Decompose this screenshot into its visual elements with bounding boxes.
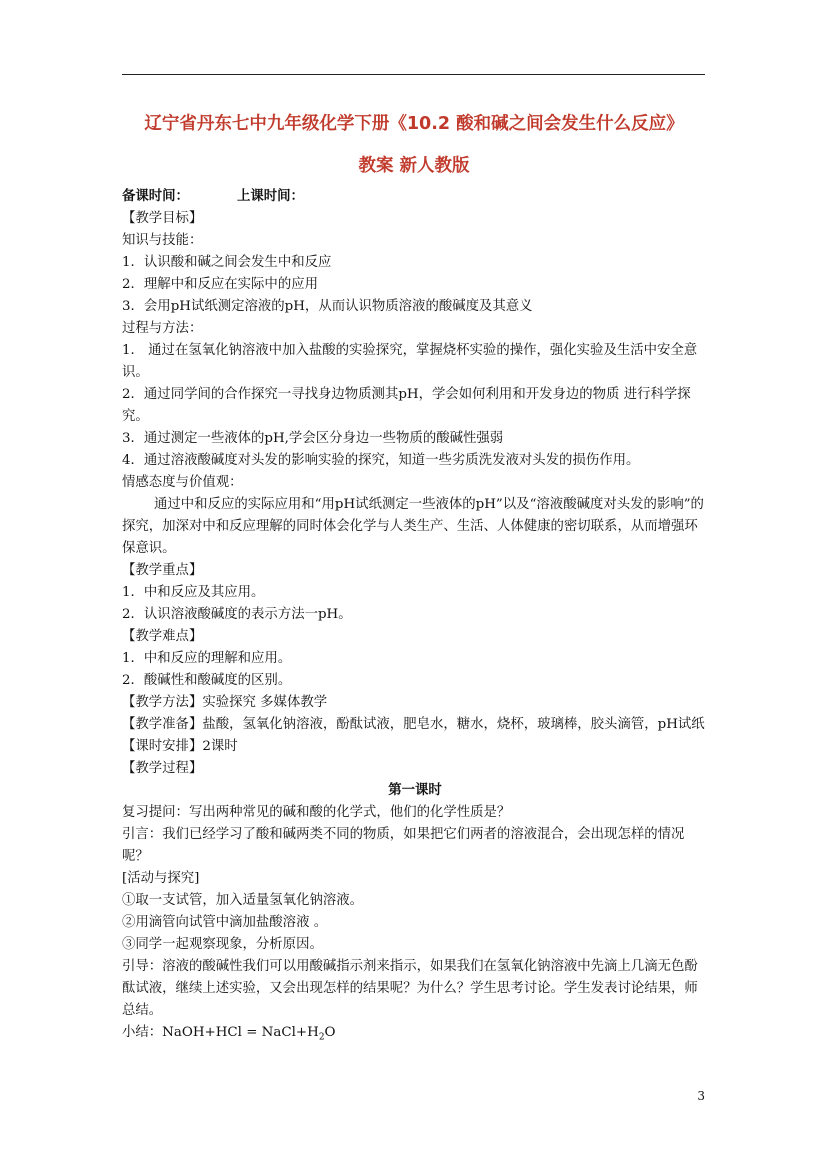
list-item: 1．中和反应的理解和应用。 xyxy=(122,651,292,666)
list-item: ①取一支试管，加入适量氢氧化钠溶液。 xyxy=(122,893,364,908)
document-title-line1: 辽宁省丹东七中九年级化学下册《10.2 酸和碱之间会发生什么反应》 xyxy=(144,114,684,134)
list-item: 2．通过同学间的合作探究一寻找身边物质测其pH，学会如何利用和开发身边的物质 进行科学探究。 xyxy=(122,387,691,424)
section-heading: 【课时安排】2课时 xyxy=(122,739,238,754)
list-item: ②用滴管向试管中滴加盐酸溶液 。 xyxy=(122,915,328,930)
list-item: ③同学一起观察现象，分析原因。 xyxy=(122,937,323,952)
lesson-heading: 第一课时 xyxy=(388,783,442,798)
page-number: 3 xyxy=(697,1089,705,1103)
list-item: 1． 通过在氢氧化钠溶液中加入盐酸的实验探究，掌握烧杯实验的操作，强化实验及生活中安全意识。 xyxy=(122,343,698,380)
section-heading: 【教学过程】 xyxy=(122,761,203,776)
time-row xyxy=(122,186,708,208)
list-item: 2．理解中和反应在实际中的应用 xyxy=(122,277,318,292)
list-item: 3．通过测定一些液体的pH,学会区分身边一些物质的酸碱性强弱 xyxy=(122,431,504,446)
paragraph: 复习提问：写出两种常见的碱和酸的化学式，他们的化学性质是？ xyxy=(122,805,511,820)
subheading: 情感态度与价值观： xyxy=(122,475,243,490)
paragraph: 引导：溶液的酸碱性我们可以用酸碱指示剂来指示，如果我们在氢氧化钠溶液中先滴上几滴无色酚酞试液，继续上述实验，又会出现怎样的结果呢？为什么？学生思考讨论。学生发表讨论结果，师总结。 xyxy=(122,959,698,1018)
list-item: 2．认识溶液酸碱度的表示方法一pH。 xyxy=(122,607,352,622)
section-heading: 【教学准备】盐酸，氢氧化钠溶液，酚酞试液，肥皂水，糖水，烧杯，玻璃棒，胶头滴管，pH试纸 xyxy=(122,717,705,732)
prep-time-label: 备课时间： xyxy=(122,189,189,204)
section-heading: 【教学重点】 xyxy=(122,563,203,578)
summary-tail: O xyxy=(324,1025,336,1040)
paragraph: 引言：我们已经学习了酸和碱两类不同的物质，如果把它们两者的溶液混合，会出现怎样的情况呢？ xyxy=(122,827,685,864)
section-heading: 【教学难点】 xyxy=(122,629,203,644)
list-item: 1．认识酸和碱之间会发生中和反应 xyxy=(122,255,332,270)
subheading: 知识与技能： xyxy=(122,233,203,248)
subheading: [活动与探究] xyxy=(122,871,200,886)
document-body xyxy=(122,186,708,1049)
summary-prefix: 小结： xyxy=(122,1025,163,1040)
summary-line xyxy=(122,1022,708,1049)
header-rule xyxy=(122,74,705,75)
section-heading: 【教学目标】 xyxy=(122,211,203,226)
section-heading: 【教学方法】实验探究 多媒体教学 xyxy=(122,695,328,710)
subheading: 过程与方法： xyxy=(122,321,203,336)
summary-equation: NaOH+HCl = NaCl+H xyxy=(162,1025,319,1040)
list-item: 3．会用pH试纸测定溶液的pH，从而认识物质溶液的酸碱度及其意义 xyxy=(122,299,533,314)
paragraph: 通过中和反应的实际应用和“用pH试纸测定一些液体的pH”以及“溶液酸碱度对头发的影响”的探究，加深对中和反应理解的同时体会化学与人类生产、生活、人体健康的密切联系，从而增强环保意识。 xyxy=(122,497,704,556)
summary-subscript: 2 xyxy=(318,1032,325,1043)
class-time-label: 上课时间： xyxy=(236,189,304,204)
list-item: 1．中和反应及其应用。 xyxy=(122,585,265,600)
list-item: 4．通过溶液酸碱度对头发的影响实验的探究，知道一些劣质洗发液对头发的损伤作用。 xyxy=(122,453,640,468)
document-title-line2: 教案 新人教版 xyxy=(358,156,470,176)
list-item: 2．酸碱性和酸碱度的区别。 xyxy=(122,673,292,688)
